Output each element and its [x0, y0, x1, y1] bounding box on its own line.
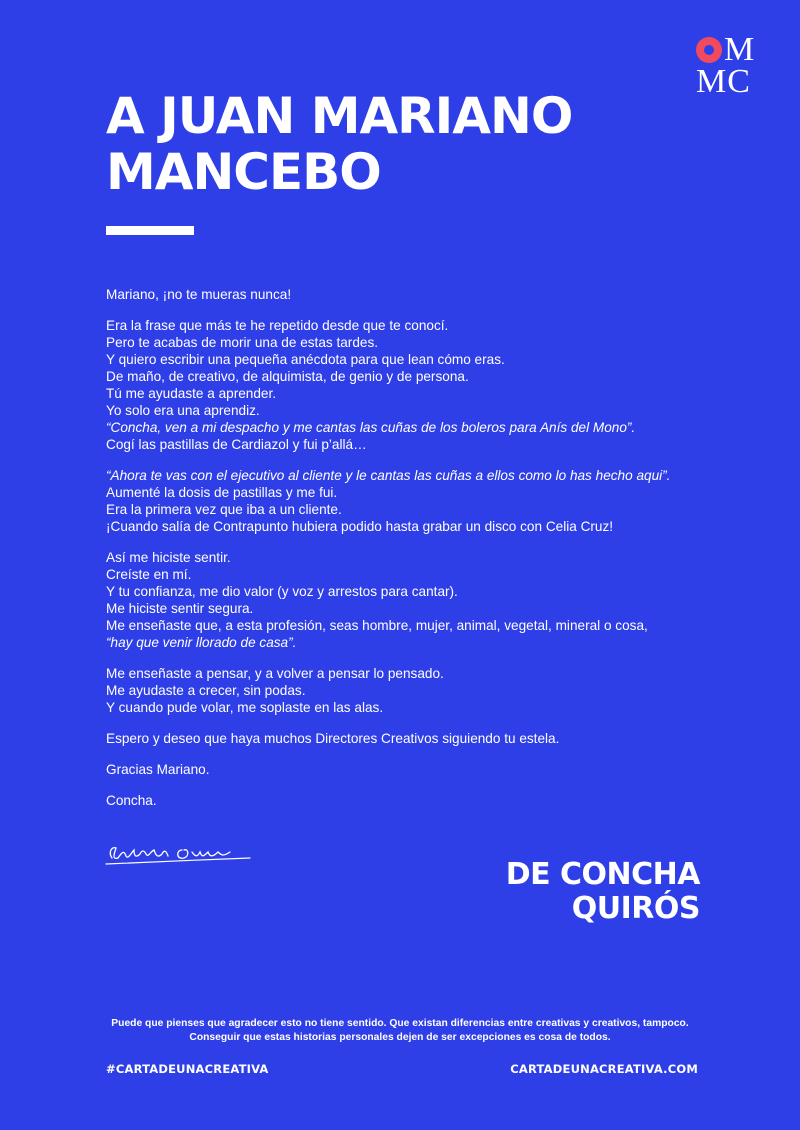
letter-paragraph-4 [106, 549, 726, 651]
title-underline [106, 226, 194, 235]
logo-letters-top: M [724, 31, 756, 68]
letter-quote-1: “Concha, ven a mi despacho y me cantas las cuñas de los boleros para Anís del Mono”. [106, 420, 636, 435]
letter-paragraph-6: Espero y deseo que haya muchos Directores Creativos siguiendo tu estela. [106, 731, 560, 746]
footer-note-line-1: Puede que pienses que agradecer esto no tiene sentido. Que existan diferencias entre creativas y creativos, tampoco. [111, 1018, 689, 1029]
letter-line: Así me hiciste sentir. [106, 550, 231, 565]
letter-line: Pero te acabas de morir una de estas tardes. [106, 335, 379, 350]
letter-line: Me enseñaste a pensar, y a volver a pensar lo pensado. [106, 666, 444, 681]
letter-line: Cogí las pastillas de Cardiazol y fui p’allá… [106, 437, 367, 452]
letter-line: Aumenté la dosis de pastillas y me fui. [106, 485, 338, 500]
letter-line: Tú me ayudaste a aprender. [106, 386, 277, 401]
omc-logo [696, 31, 768, 100]
campaign-hashtag: #CARTADEUNACREATIVA [106, 1062, 269, 1076]
footer-note-line-2: Conseguir que estas historias personales dejen de ser excepciones es cosa de todos. [189, 1032, 611, 1043]
letter-sign-off: Concha. [106, 793, 157, 808]
footer-note [60, 1017, 740, 1045]
letter-paragraph-7: Gracias Mariano. [106, 762, 210, 777]
letter-quote-2: “Ahora te vas con el ejecutivo al cliente y le cantas las cuñas a ellos como lo has hecho aqui”. [106, 468, 671, 483]
author-name: DE CONCHA QUIRÓS [505, 857, 700, 926]
logo-letters-bottom: MC [696, 63, 751, 100]
letter-quote-3: “hay que venir llorado de casa”. [106, 635, 297, 650]
logo-row-1 [696, 31, 768, 68]
page-title: A JUAN MARIANO MANCEBO [106, 87, 573, 201]
letter-opening: Mariano, ¡no te mueras nunca! [106, 287, 292, 302]
letter-line: De maño, de creativo, de alquimista, de genio y de persona. [106, 369, 469, 384]
letter-line: Me enseñaste que, a esta profesión, seas hombre, mujer, animal, vegetal, mineral o cosa, [106, 618, 648, 633]
letter-paragraph-2 [106, 317, 726, 453]
letter-line: ¡Cuando salía de Contrapunto hubiera podido hasta grabar un disco con Celia Cruz! [106, 519, 614, 534]
letter-line: Yo solo era una aprendiz. [106, 403, 260, 418]
letter-paragraph-5 [106, 665, 726, 716]
letter-line: Creíste en mí. [106, 567, 192, 582]
letter-line: Y cuando pude volar, me soplaste en las alas. [106, 700, 384, 715]
letter-paragraph-3 [106, 467, 726, 535]
letter-line: Me ayudaste a crecer, sin podas. [106, 683, 306, 698]
letter-line: Era la frase que más te he repetido desde que te conocí. [106, 318, 449, 333]
campaign-website: CARTADEUNACREATIVA.COM [510, 1062, 698, 1076]
letter-body [106, 286, 726, 823]
logo-circle-icon [696, 37, 722, 63]
letter-line: Me hiciste sentir segura. [106, 601, 254, 616]
logo-row-2 [696, 63, 768, 100]
letter-line: Era la primera vez que iba a un cliente. [106, 502, 342, 517]
letter-line: Y tu confianza, me dio valor (y voz y arrestos para cantar). [106, 584, 458, 599]
letter-line: Y quiero escribir una pequeña anécdota para que lean cómo eras. [106, 352, 505, 367]
handwritten-signature [104, 838, 254, 868]
